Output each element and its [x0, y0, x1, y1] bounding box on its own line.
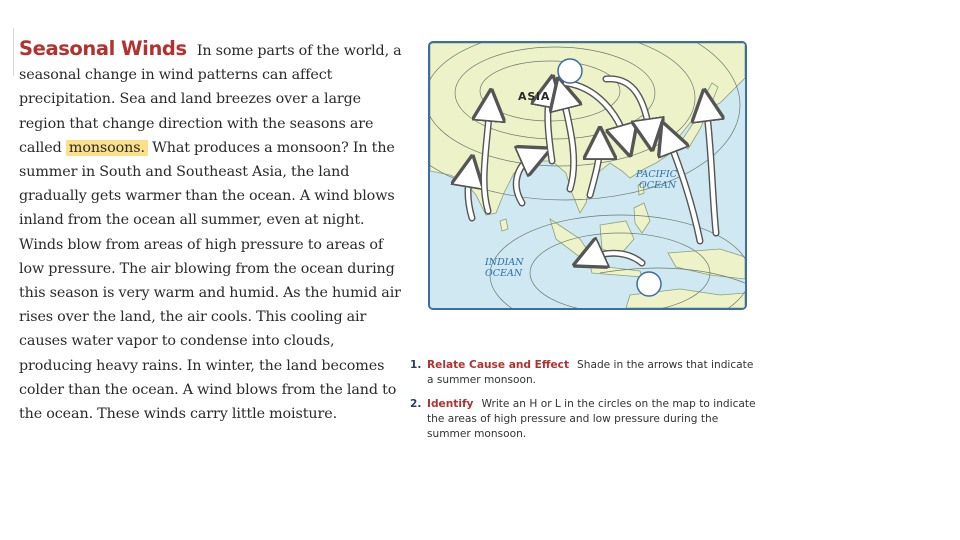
question-2: [410, 397, 760, 442]
question-text: Write an H or L in the circles on the map to indicate the areas of high pressure and low pressure during the summer monsoon.: [427, 398, 756, 440]
question-text: Shade in the arrows that indicate a summer monsoon.: [427, 359, 754, 386]
highlighted-term: monsoons.: [66, 140, 148, 156]
map-graphic: [430, 43, 745, 308]
section-heading: Seasonal Winds: [19, 37, 187, 60]
question-number: 2.: [410, 398, 422, 410]
question-number: 1.: [410, 359, 422, 371]
question-1: [410, 358, 760, 388]
indian-ocean-label: INDIAN OCEAN: [485, 257, 524, 279]
pressure-circle-ocean[interactable]: [637, 272, 661, 296]
asia-label: ASIA: [518, 90, 551, 103]
monsoon-map: [428, 41, 747, 310]
pressure-circle-asia[interactable]: [558, 59, 582, 83]
questions: [410, 358, 760, 451]
passage: [19, 37, 411, 426]
question-label: Identify: [427, 398, 474, 410]
pacific-ocean-label: PACIFIC OCEAN: [636, 169, 678, 191]
left-margin-line: [13, 28, 14, 76]
question-label: Relate Cause and Effect: [427, 359, 570, 371]
passage-text-intro: In some parts of the world, a seasonal change in wind patterns can affect precipitation. Sea and land breezes over a large region that change direction with the seasons are called: [19, 43, 402, 156]
passage-text-body: What produces a monsoon? In the summer in South and Southeast Asia, the land gradually gets warmer than the ocean. A wind blows inland from the ocean all summer, even at night. Winds blow from areas of high pressure to areas of low pressure. The air blowing from the ocean during this season is very warm and humid. As the humid air rises over the land, the air cools. This cooling air causes water vapor to condense into clouds, producing heavy rains. In winter, the land becomes colder than the ocean. A wind blows from the land to the ocean. These winds carry little moisture.: [19, 139, 401, 423]
